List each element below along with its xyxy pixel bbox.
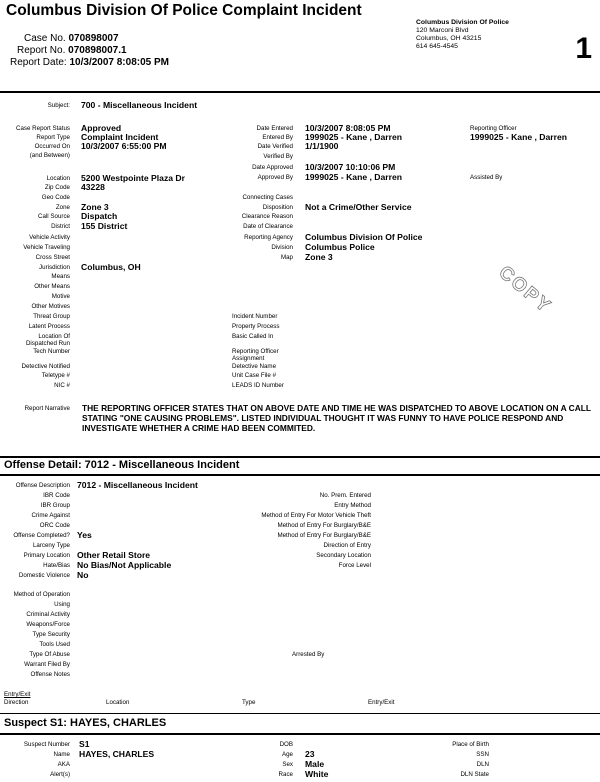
label-offense-completed: Offense Completed?: [13, 532, 70, 539]
value-hate-bias: No Bias/Not Applicable: [77, 560, 172, 570]
label-district: District: [51, 223, 70, 230]
value-date-verified: 1/1/1900: [305, 141, 339, 151]
offense-detail-title: Offense Detail: 7012 - Miscellaneous Incident: [4, 459, 240, 471]
label-report-type: Report Type: [36, 134, 70, 141]
label-using: Using: [54, 601, 70, 608]
agency-name: Columbus Division Of Police: [416, 19, 509, 26]
suspect-title: Suspect S1: HAYES, CHARLES: [4, 717, 167, 729]
value-suspect-name: HAYES, CHARLES: [79, 749, 155, 759]
value-jurisdiction: Columbus, OH: [81, 262, 141, 272]
label-offense-description: Offense Description: [15, 482, 70, 489]
label-entered-by: Entered By: [262, 134, 293, 141]
label-method-motor-vehicle: Method of Entry For Motor Vehicle Theft: [261, 512, 371, 519]
report-no-value: 070898007.1: [68, 45, 127, 56]
label-nic: NIC #: [54, 382, 70, 389]
label-suspect-ssn: SSN: [476, 751, 489, 758]
label-disposition: Disposition: [262, 204, 293, 211]
label-suspect-name: Name: [53, 751, 70, 758]
label-unit-case-file: Unit Case File #: [232, 372, 277, 379]
label-detective-name: Detective Name: [232, 363, 277, 370]
label-incident-number: Incident Number: [232, 313, 278, 320]
label-report-narrative: Report Narrative: [24, 405, 70, 412]
value-entered-by: 1999025 - Kane , Darren: [305, 132, 402, 142]
value-suspect-race: White: [305, 769, 329, 779]
value-reporting-agency: Columbus Division Of Police: [305, 232, 423, 242]
value-call-source: Dispatch: [81, 211, 118, 221]
label-suspect-dln-state: DLN State: [460, 771, 489, 778]
value-date-approved: 10/3/2007 10:10:06 PM: [305, 162, 396, 172]
agency-street: 120 Marconi Blvd: [416, 27, 469, 34]
suspect-top-divider: [0, 713, 600, 714]
label-geo-code: Geo Code: [41, 194, 70, 201]
value-suspect-sex: Male: [305, 759, 325, 769]
case-no-value: 070898007: [68, 33, 119, 44]
label-zip-code: Zip Code: [44, 184, 70, 191]
label-means: Means: [51, 273, 70, 280]
value-date-entered: 10/3/2007 8:08:05 PM: [305, 123, 391, 133]
label-ibr-group: IBR Group: [40, 502, 70, 509]
label-date-approved: Date Approved: [252, 164, 293, 171]
report-date-line: [10, 57, 169, 68]
label-detective-notified: Detective Notified: [21, 363, 70, 370]
value-location: 5200 Westpointe Plaza Dr: [81, 173, 185, 183]
agency-address-block: [416, 19, 509, 51]
label-suspect-alerts: Alert(s): [50, 771, 70, 778]
entry-exit-title: Entry/Exit: [4, 691, 31, 698]
case-no-label: Case No.: [24, 33, 66, 44]
label-domestic-violence: Domestic Violence: [18, 572, 70, 579]
label-map: Map: [280, 254, 293, 261]
label-other-means: Other Means: [34, 283, 70, 290]
label-no-prem-entered: No. Prem. Entered: [319, 492, 371, 499]
label-suspect-number: Suspect Number: [23, 741, 70, 748]
label-tools-used: Tools Used: [39, 641, 70, 648]
value-primary-location: Other Retail Store: [77, 550, 151, 560]
label-suspect-sex: Sex: [282, 761, 293, 768]
value-report-type: Complaint Incident: [81, 132, 159, 142]
label-method-of-operation: Method of Operation: [13, 591, 70, 598]
value-domestic-violence: No: [77, 570, 89, 580]
subject-value: 700 - Miscellaneous Incident: [81, 100, 198, 110]
label-property-process: Property Process: [232, 323, 280, 330]
label-jurisdiction: Jurisdiction: [39, 264, 70, 271]
label-suspect-dob: DOB: [279, 741, 293, 748]
agency-phone: 614 645-4545: [416, 43, 458, 50]
value-offense-completed: Yes: [77, 530, 92, 540]
offense-top-divider: [0, 456, 600, 458]
label-offense-notes: Offense Notes: [30, 671, 70, 678]
label-method-burglary-1: Method of Entry For Burglary/B&E: [277, 522, 371, 529]
label-type-of-abuse: Type Of Abuse: [29, 651, 70, 658]
value-case-report-status: Approved: [81, 123, 122, 133]
label-larceny-type: Larceny Type: [32, 542, 70, 549]
value-disposition: Not a Crime/Other Service: [305, 202, 412, 212]
offense-title-divider: [0, 474, 600, 476]
value-suspect-age: 23: [305, 749, 315, 759]
label-vehicle-traveling: Vehicle Traveling: [23, 244, 70, 251]
value-occurred-on: 10/3/2007 6:55:00 PM: [81, 141, 167, 151]
label-suspect-age: Age: [281, 751, 293, 758]
label-clearance-reason: Clearance Reason: [241, 213, 293, 220]
entry-exit-col-direction: Direction: [4, 699, 29, 706]
label-connecting-cases: Connecting Cases: [242, 194, 293, 201]
label-crime-against: Crime Against: [31, 512, 70, 519]
label-hate-bias: Hate/Bias: [43, 562, 70, 569]
label-direction-of-entry: Direction of Entry: [323, 542, 371, 549]
case-no-line: [24, 33, 119, 44]
label-cross-street: Cross Street: [35, 254, 70, 261]
label-suspect-aka: AKA: [57, 761, 70, 768]
label-warrant-filed-by: Warrant Filed By: [24, 661, 70, 668]
value-offense-description: 7012 - Miscellaneous Incident: [77, 480, 198, 490]
label-primary-location: Primary Location: [23, 552, 70, 559]
label-reporting-agency: Reporting Agency: [244, 234, 293, 241]
label-threat-group: Threat Group: [33, 313, 70, 320]
label-suspect-dln: DLN: [476, 761, 489, 768]
entry-exit-col-type: Type: [242, 699, 256, 706]
label-orc-code: ORC Code: [39, 522, 70, 529]
label-and-between: (and Between): [29, 152, 70, 159]
value-zone: Zone 3: [81, 202, 109, 212]
label-reporting-officer: Reporting Officer: [470, 125, 517, 132]
label-basic-called-in: Basic Called In: [232, 333, 274, 340]
suspect-title-divider: [0, 733, 600, 735]
label-tech-number: Tech Number: [33, 348, 70, 355]
label-vehicle-activity: Vehicle Activity: [29, 234, 70, 241]
label-approved-by: Approved By: [257, 174, 293, 181]
value-reporting-officer: 1999025 - Kane , Darren: [470, 132, 567, 142]
label-entry-method: Entry Method: [334, 502, 371, 509]
label-reporting-officer-assignment: Reporting Officer Assignment: [232, 348, 279, 362]
label-type-security: Type Security: [32, 631, 70, 638]
label-latent-process: Latent Process: [28, 323, 70, 330]
label-teletype: Teletype #: [41, 372, 70, 379]
value-approved-by: 1999025 - Kane , Darren: [305, 172, 402, 182]
label-criminal-activity: Criminal Activity: [26, 611, 70, 618]
label-ibr-code: IBR Code: [43, 492, 70, 499]
label-case-report-status: Case Report Status: [16, 125, 70, 132]
entry-exit-col-location: Location: [106, 699, 130, 706]
label-assisted-by: Assisted By: [470, 174, 503, 181]
label-weapons-force: Weapons/Force: [26, 621, 70, 628]
label-method-burglary-2: Method of Entry For Burglary/B&E: [277, 532, 371, 539]
label-force-level: Force Level: [338, 562, 371, 569]
label-verified-by: Verified By: [263, 153, 293, 160]
header-divider: [0, 91, 600, 93]
label-location: Location: [46, 175, 70, 182]
label-suspect-race: Race: [278, 771, 293, 778]
label-date-verified: Date Verified: [257, 143, 293, 150]
value-district: 155 District: [81, 221, 128, 231]
label-secondary-location: Secondary Location: [316, 552, 371, 559]
subject-label: Subject:: [47, 102, 70, 109]
label-arrested-by: Arrested By: [292, 651, 325, 658]
label-zone: Zone: [55, 204, 70, 211]
value-division: Columbus Police: [305, 242, 375, 252]
report-date-value: 10/3/2007 8:08:05 PM: [69, 57, 169, 68]
label-occurred-on: Occurred On: [34, 143, 70, 150]
value-suspect-number: S1: [79, 739, 90, 749]
report-title: Columbus Division Of Police Complaint Incident: [6, 2, 362, 19]
label-date-entered: Date Entered: [256, 125, 293, 132]
label-date-of-clearance: Date of Clearance: [243, 223, 293, 230]
value-map: Zone 3: [305, 252, 333, 262]
label-motive: Motive: [51, 293, 70, 300]
label-division: Division: [271, 244, 293, 251]
label-leads-id-number: LEADS ID Number: [232, 382, 284, 389]
page-number: 1: [575, 32, 592, 65]
label-other-motives: Other Motives: [31, 303, 70, 310]
entry-exit-col-entry-exit: Entry/Exit: [368, 699, 395, 706]
report-narrative-text: THE REPORTING OFFICER STATES THAT ON ABOVE DATE AND TIME HE WAS DISPATCHED TO ABOVE LOCATION ON A CALL STATING "ONE CAUSING PROBLEMS". LISTED INDIVIDUAL THOUGHT IT WAS FUNNY TO HAVE POLICE RESPOND AND INVESTIGATE WHETHER A CRIME HAD BEEN COMMITED.: [82, 403, 591, 434]
report-no-label: Report No.: [17, 45, 66, 56]
agency-city: Columbus, OH 43215: [416, 35, 482, 42]
copy-stamp: COPY: [494, 262, 556, 318]
report-no-line: [17, 45, 127, 56]
value-zip-code: 43228: [81, 182, 105, 192]
label-call-source: Call Source: [38, 213, 70, 220]
label-location-of-dispatched-run: Location Of Dispatched Run: [25, 333, 70, 347]
report-date-label: Report Date:: [10, 57, 67, 68]
label-suspect-place-of-birth: Place of Birth: [452, 741, 489, 748]
